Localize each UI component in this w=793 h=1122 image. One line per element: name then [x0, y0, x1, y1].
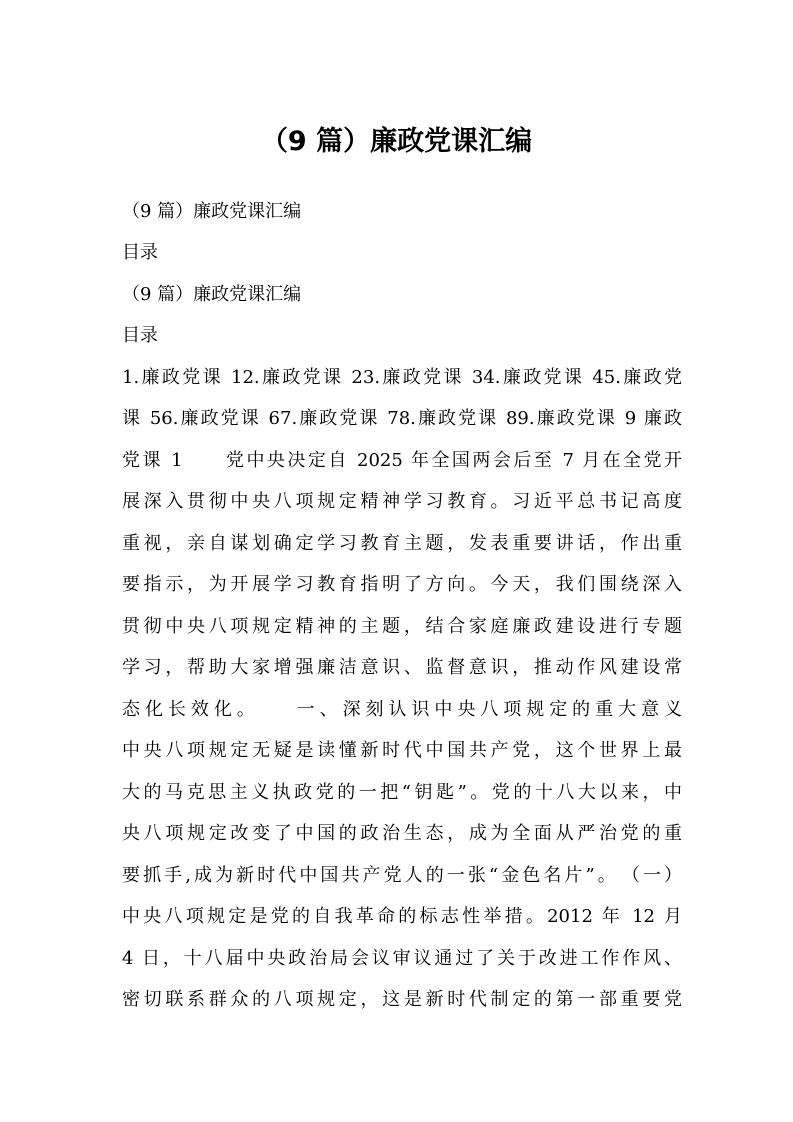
text-line: 目录	[122, 325, 158, 346]
text-line: 课 56.廉政党课 67.廉政党课 78.廉政党课 89.廉政党课 9 廉政	[122, 408, 682, 429]
text-line: 要抓手,成为新时代中国共产党人的一张“金色名片”。 （一）	[122, 865, 682, 886]
text-line: 贯彻中央八项规定精神的主题，结合家庭廉政建设进行专题	[122, 616, 682, 637]
text-line: 要指示，为开展学习教育指明了方向。今天，我们围绕深入	[122, 574, 682, 595]
text-line: 大的马克思主义执政党的一把“钥匙”。党的十八大以来，中	[122, 782, 682, 803]
text-line: 中央八项规定无疑是读懂新时代中国共产党，这个世界上最	[122, 740, 682, 761]
text-line: 央八项规定改变了中国的政治生态，成为全面从严治党的重	[122, 823, 682, 844]
text-line: 态化长效化。 一、深刻认识中央八项规定的重大意义	[122, 699, 682, 720]
text-line: 学习，帮助大家增强廉洁意识、监督意识，推动作风建设常	[122, 657, 682, 678]
text-line: （9 篇）廉政党课汇编	[122, 284, 302, 305]
text-line: 展深入贯彻中央八项规定精神学习教育。习近平总书记高度	[122, 491, 682, 512]
text-line: 密切联系群众的八项规定，这是新时代制定的第一部重要党	[122, 989, 682, 1010]
text-line: 1.廉政党课 12.廉政党课 23.廉政党课 34.廉政党课 45.廉政党	[122, 367, 682, 388]
text-line: （9 篇）廉政党课汇编	[122, 201, 302, 222]
text-line: 重视，亲自谋划确定学习教育主题，发表重要讲话，作出重	[122, 533, 682, 554]
text-line: 4 日，十八届中央政治局会议审议通过了关于改进工作作风、	[122, 948, 682, 969]
text-line: 党课 1 党中央决定自 2025 年全国两会后至 7 月在全党开	[122, 450, 682, 471]
text-line: 目录	[122, 242, 158, 263]
text-line: 中央八项规定是党的自我革命的标志性举措。2012 年 12 月	[122, 906, 682, 927]
document-title: （9 篇）廉政党课汇编	[260, 126, 533, 157]
